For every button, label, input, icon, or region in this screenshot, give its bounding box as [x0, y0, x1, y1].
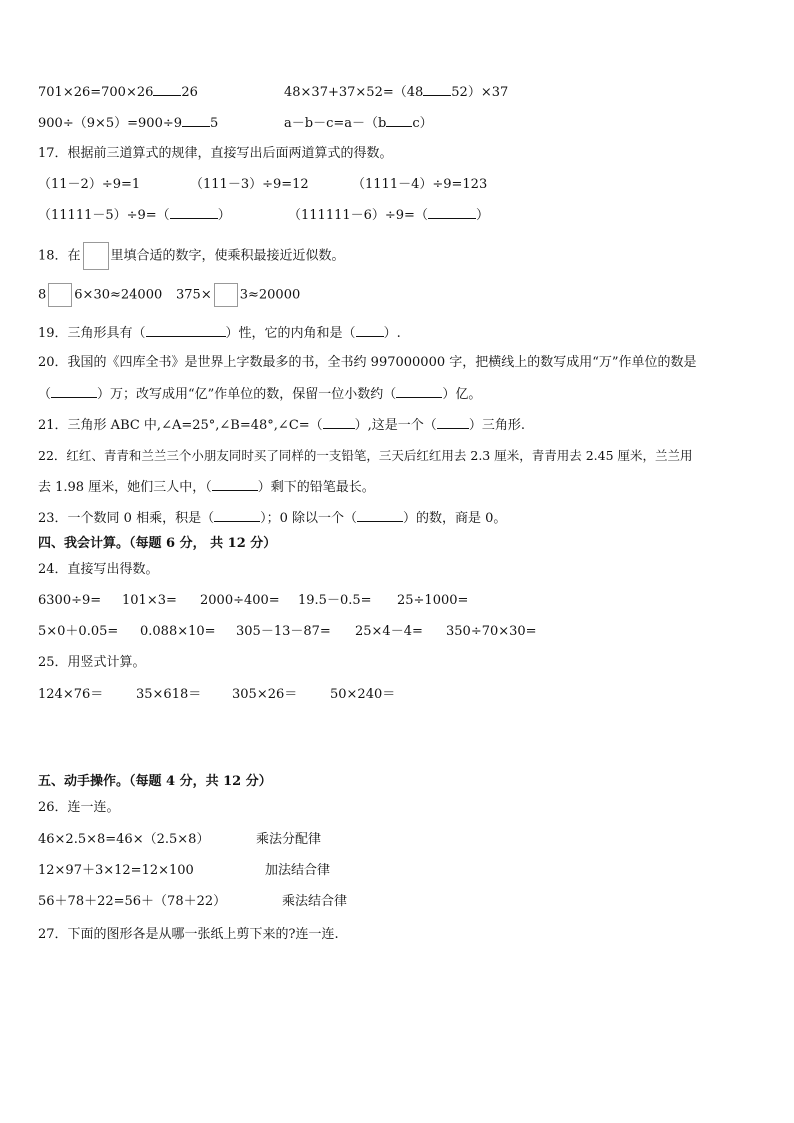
q23-a: 23．一个数同 0 相乘，积是（ [38, 511, 215, 526]
q25-item-4: 50×240＝ [330, 687, 396, 702]
q19-b: ）性，它的内角和是（ [225, 326, 356, 341]
q17-e5-blank[interactable] [428, 206, 476, 219]
q17-title: 17．根据前三道算式的规律，直接写出后面两道算式的得数。 [38, 146, 393, 161]
q18-e2-box[interactable] [214, 283, 238, 307]
q16-line-2 [38, 114, 218, 133]
q16-c-left: 900÷（9×5）=900÷9 [38, 116, 183, 131]
q24-title: 24．直接写出得数。 [38, 562, 159, 577]
q16-line-2b [284, 114, 433, 133]
q18-e1-b: 6×30≈24000 [74, 287, 163, 303]
q27-title: 27．下面的图形各是从哪一张纸上剪下来的?连一连. [38, 927, 339, 942]
q19-blank-1[interactable] [146, 324, 226, 337]
q21-a: 21．三角形 ABC 中,∠A=25°,∠B=48°,∠C=（ [38, 418, 323, 433]
q21-blank-1[interactable] [323, 416, 355, 429]
q22-line-2 [38, 478, 375, 497]
q18-e2-a: 375× [176, 287, 212, 303]
q20-l2-a: （ [38, 387, 52, 402]
q22-blank[interactable] [212, 478, 258, 491]
q26-left-2[interactable]: 12×97＋3×12=12×100 [38, 863, 194, 878]
q16-b-left: 48×37+37×52=（48 [284, 85, 424, 100]
q17-e5-left: （111111－6）÷9=（ [288, 208, 428, 223]
q20-line-1: 20．我国的《四库全书》是世界上字数最多的书，全书约 997000000 字，把横线上的数写成用“万”作单位的数是 [38, 355, 697, 370]
q21 [38, 416, 525, 435]
q24-row-1-item-1: 6300÷9= [38, 593, 102, 608]
q16-line-1 [38, 83, 198, 102]
section-4-title: 四、我会计算。（每题 6 分， 共 12 分） [38, 536, 277, 551]
q18-e2-b: 3≈20000 [239, 287, 301, 303]
q26-right-1[interactable]: 乘法分配律 [256, 832, 322, 847]
q23-b: ）；0 除以一个（ [260, 511, 357, 526]
q21-c: ）三角形. [468, 418, 525, 433]
q19-a: 19．三角形具有（ [38, 326, 146, 341]
q21-blank-2[interactable] [437, 416, 469, 429]
q22-line-1: 22．红红、青青和兰兰三个小朋友同时买了同样的一支铅笔，三天后红红用去 2.3 厘米，青青用去 2.45 厘米，兰兰用 [38, 448, 693, 463]
q19 [38, 324, 401, 343]
q16-a-blank[interactable] [153, 83, 181, 96]
q20-blank-1[interactable] [51, 385, 97, 398]
q20-line-2 [38, 385, 481, 404]
q22-l2-a: 去 1.98 厘米，她们三人中，（ [38, 480, 212, 495]
q18-pre: 18．在 [38, 248, 81, 264]
q17-expr-2: （111－3）÷9=12 [190, 177, 309, 192]
q17-e4-blank[interactable] [170, 206, 218, 219]
q24-row-2-item-3: 305－13－87= [236, 624, 331, 639]
q25-item-1: 124×76＝ [38, 687, 104, 702]
q17-expr-1: （11－2）÷9=1 [38, 177, 141, 192]
q26-left-1[interactable]: 46×2.5×8=46×（2.5×8） [38, 832, 210, 847]
q25-title: 25．用竖式计算。 [38, 655, 146, 670]
q18-post: 里填合适的数字，使乘积最接近近似数。 [110, 248, 345, 264]
q24-row-2-item-4: 25×4－4= [355, 624, 423, 639]
q16-line-1b [284, 83, 508, 102]
q16-d-blank[interactable] [386, 114, 412, 127]
q18-expr-1 [38, 283, 162, 307]
q26-left-3[interactable]: 56＋78＋22=56＋（78＋22） [38, 894, 227, 909]
q18-title-box [83, 242, 109, 270]
q17-e4-left: （11111－5）÷9=（ [38, 208, 170, 223]
q24-row-2-item-2: 0.088×10= [140, 624, 216, 639]
section-5-title: 五、动手操作。（每题 4 分，共 12 分） [38, 774, 272, 789]
q18-e1-a: 8 [38, 287, 47, 303]
q16-b-blank[interactable] [423, 83, 451, 96]
q17-e4-right: ） [217, 208, 231, 223]
q20-l2-b: ）万；改写成用“亿”作单位的数，保留一位小数约（ [97, 387, 397, 402]
q16-d-right: c） [412, 116, 433, 131]
q18-e1-box[interactable] [48, 283, 72, 307]
q23 [38, 509, 506, 528]
q21-b: ）,这是一个（ [354, 418, 437, 433]
q19-blank-2[interactable] [356, 324, 384, 337]
q26-title: 26．连一连。 [38, 800, 120, 815]
q18-expr-2 [176, 283, 300, 307]
q20-l2-c: ）亿。 [442, 387, 482, 402]
q17-expr-5 [288, 206, 489, 225]
q24-row-2-item-1: 5×0＋0.05= [38, 624, 119, 639]
q17-e5-right: ） [475, 208, 489, 223]
q24-row-1-item-3: 2000÷400= [200, 593, 280, 608]
q23-c: ）的数，商是 0。 [402, 511, 507, 526]
q25-item-3: 305×26＝ [232, 687, 298, 702]
q26-right-3[interactable]: 乘法结合律 [282, 894, 348, 909]
q17-expr-4 [38, 206, 231, 225]
q20-blank-2[interactable] [396, 385, 442, 398]
q25-item-2: 35×618＝ [136, 687, 202, 702]
q18-title [38, 242, 345, 270]
q16-a-left: 701×26=700×26 [38, 85, 154, 100]
q19-c: ）. [383, 326, 401, 341]
q17-expr-3: （1111－4）÷9=123 [352, 177, 488, 192]
q16-c-right: 5 [210, 116, 219, 131]
q24-row-1-item-4: 19.5－0.5= [298, 593, 372, 608]
q16-c-blank[interactable] [182, 114, 210, 127]
q24-row-2-item-5: 350÷70×30= [446, 624, 537, 639]
q23-blank-2[interactable] [357, 509, 403, 522]
q16-b-right: 52）×37 [451, 85, 509, 100]
q16-a-right: 26 [181, 85, 198, 100]
q16-d-left: a－b－c=a－（b [284, 116, 387, 131]
q24-row-1-item-5: 25÷1000= [397, 593, 469, 608]
q24-row-1-item-2: 101×3= [122, 593, 177, 608]
q23-blank-1[interactable] [214, 509, 260, 522]
q26-right-2[interactable]: 加法结合律 [265, 863, 331, 878]
q22-l2-b: ）剩下的铅笔最长。 [257, 480, 375, 495]
